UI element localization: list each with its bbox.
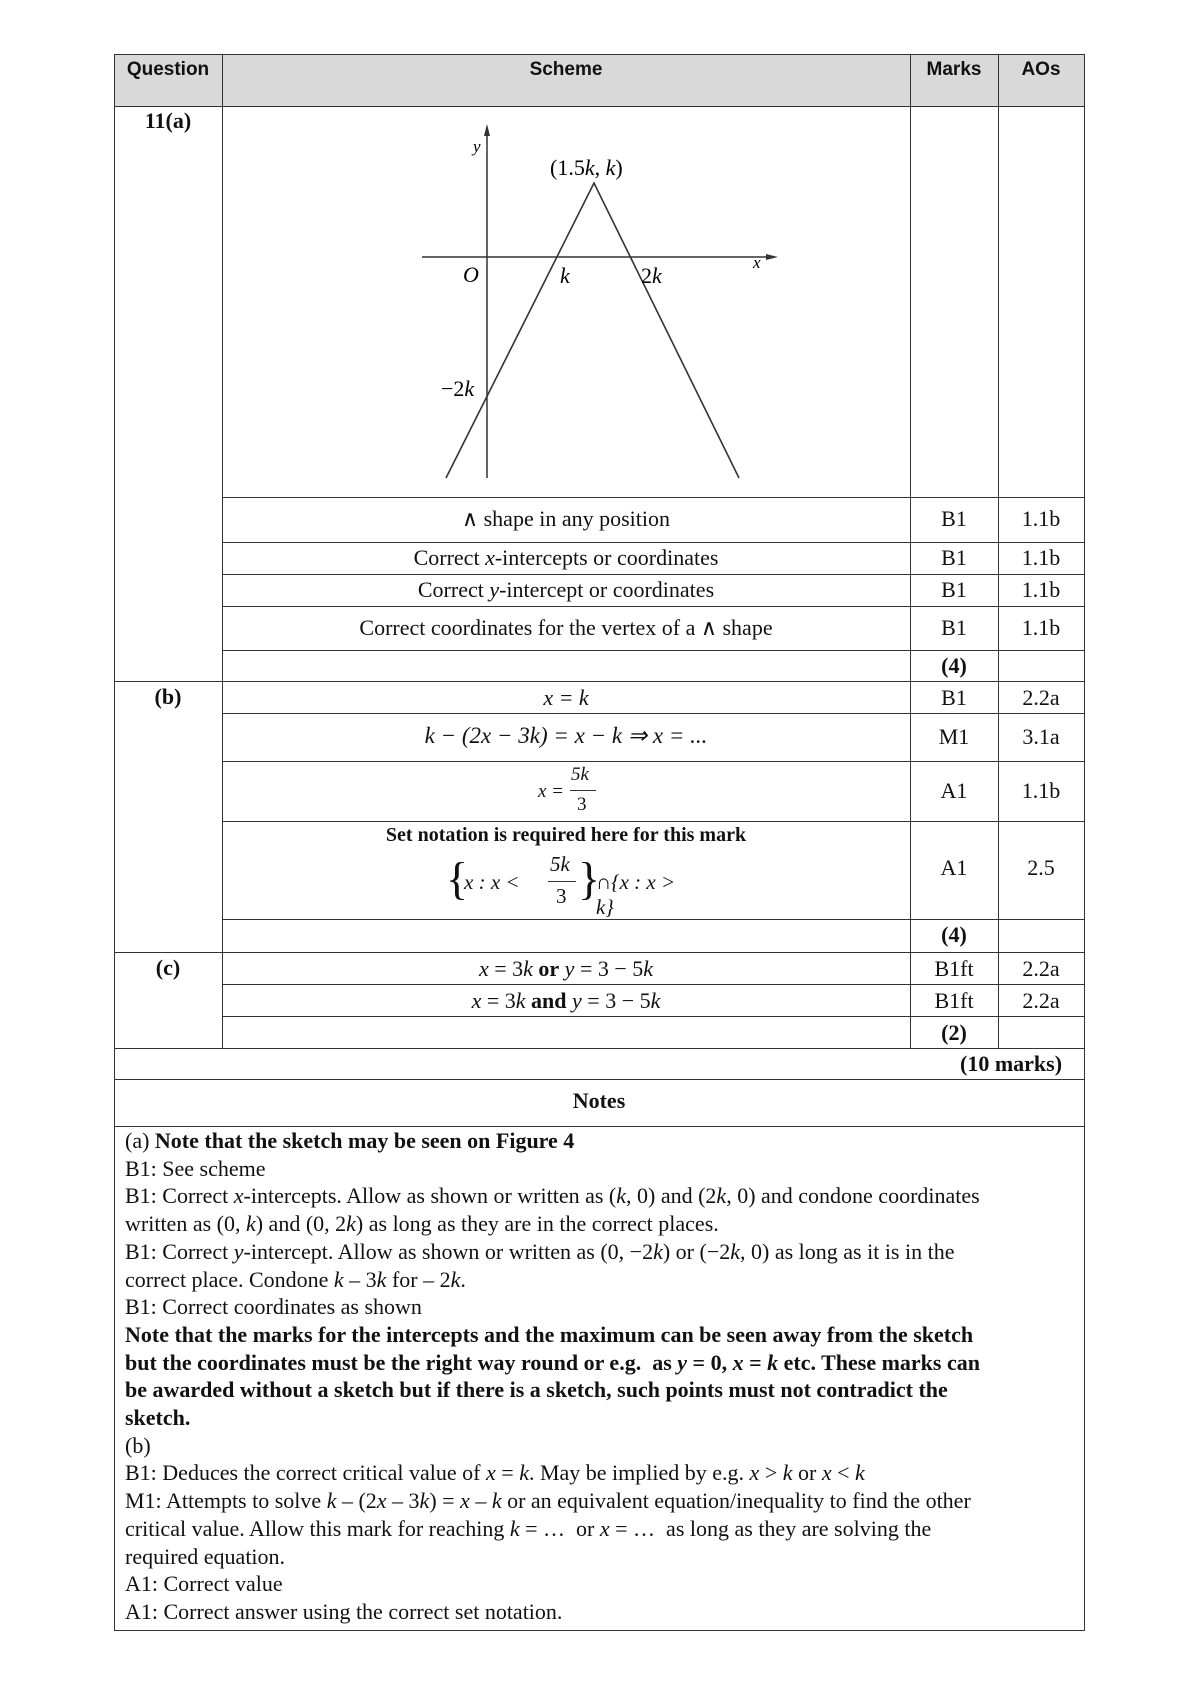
scheme-a2: Correct x-intercepts or coordinates	[413, 545, 719, 570]
mark-b2: M1	[938, 724, 970, 749]
scheme-b2: k − (2x − 3k) = x − k ⇒ x = ...	[424, 723, 708, 748]
mark-a4: B1	[941, 615, 967, 640]
mark-c2: B1ft	[934, 988, 974, 1013]
scheme-c2: x = 3k and y = 3 − 5k	[471, 988, 661, 1013]
header-marks: Marks	[926, 59, 982, 80]
set-frac-num: 5k	[550, 852, 570, 876]
close-brace: }	[578, 853, 601, 904]
note-line: Note that the marks for the intercepts and the maximum can be seen away from the sketch	[125, 1321, 974, 1347]
set-frac-den: 3	[556, 884, 567, 908]
scheme-a4: Correct coordinates for the vertex of a ∧ shape	[359, 615, 773, 640]
question-label-11a: 11(a)	[144, 108, 192, 133]
scheme-a1: ∧ shape in any position	[462, 506, 670, 531]
note-line: A1: Correct value	[125, 1571, 283, 1597]
graph-line	[446, 183, 739, 478]
note-line: (a) Note that the sketch may be seen on Figure 4	[125, 1128, 575, 1153]
x-intercept-2k-label: 2k	[641, 263, 662, 288]
mark-a1: B1	[941, 506, 967, 531]
note-line: B1: See scheme	[125, 1155, 266, 1181]
graph-sketch	[222, 106, 910, 497]
y-axis-label: y	[473, 137, 481, 156]
note-line: B1: Correct coordinates as shown	[125, 1294, 422, 1320]
ao-b3: 1.1b	[1021, 778, 1061, 803]
note-line: critical value. Allow this mark for reaching k = … or x = … as long as they are solving the	[125, 1515, 932, 1541]
ao-a4: 1.1b	[1021, 615, 1061, 640]
ao-b4: 2.5	[1027, 855, 1055, 880]
total-b: (4)	[941, 922, 967, 947]
note-line: written as (0, k) and (0, 2k) as long as they are in the correct places.	[125, 1211, 719, 1237]
scheme-b4	[446, 848, 686, 919]
total-a: (4)	[941, 653, 967, 678]
set-notation-note: Set notation is required here for this mark	[385, 824, 747, 846]
ao-b2: 3.1a	[1022, 724, 1060, 749]
note-line: correct place. Condone k – 3k for – 2k.	[125, 1266, 466, 1292]
mark-b4: A1	[940, 855, 968, 880]
question-label-b: (b)	[154, 684, 182, 709]
header-aos: AOs	[1021, 59, 1061, 80]
x-intercept-k-label: k	[560, 263, 570, 288]
vertex-label: (1.5k, k)	[550, 155, 623, 180]
note-line: (b)	[125, 1432, 151, 1458]
header-scheme: Scheme	[529, 59, 603, 80]
total-c: (2)	[941, 1020, 967, 1045]
x-axis	[422, 254, 778, 260]
set-right: ∩{x : x > k}	[596, 870, 676, 919]
mark-a2: B1	[941, 545, 967, 570]
x-equals: x =	[538, 781, 565, 802]
fraction-numerator: 5k	[571, 764, 589, 785]
mark-b3: A1	[940, 778, 968, 803]
ao-a1: 1.1b	[1021, 506, 1061, 531]
mark-c1: B1ft	[934, 956, 974, 981]
notes-title: Notes	[572, 1088, 626, 1113]
question-label-c: (c)	[155, 955, 181, 980]
ao-a3: 1.1b	[1021, 577, 1061, 602]
y-intercept-label: −2k	[441, 376, 475, 401]
fraction-bar	[570, 790, 596, 791]
note-line: A1: Correct answer using the correct set notation.	[125, 1598, 563, 1624]
ao-b1: 2.2a	[1022, 685, 1060, 710]
x-axis-label: x	[753, 253, 761, 272]
mark-a3: B1	[941, 577, 967, 602]
y-axis	[484, 124, 490, 478]
scheme-a3: Correct y-intercept or coordinates	[417, 577, 715, 602]
scheme-c1: x = 3k or y = 3 − 5k	[478, 956, 654, 981]
note-line: sketch.	[125, 1405, 191, 1431]
open-brace: {	[446, 853, 469, 904]
note-line: B1: Correct x-intercepts. Allow as shown or written as (k, 0) and (2k, 0) and condone coordinates	[125, 1183, 980, 1209]
ao-c2: 2.2a	[1022, 988, 1060, 1013]
fraction-denominator: 3	[577, 794, 587, 815]
note-line: B1: Correct y-intercept. Allow as shown or written as (0, −2k) or (−2k, 0) as long as it is in the	[125, 1238, 955, 1264]
origin-label: O	[463, 262, 479, 287]
notes-body	[125, 1127, 1075, 1626]
note-line: B1: Deduces the correct critical value of x = k. May be implied by e.g. x > k or x < k	[125, 1460, 865, 1486]
note-line: but the coordinates must be the right way round or e.g. as y = 0, x = k etc. These marks can	[125, 1349, 980, 1375]
set-left: x : x <	[464, 870, 520, 894]
note-line: be awarded without a sketch but if there is a sketch, such points must not contradict the	[125, 1377, 948, 1403]
note-line: M1: Attempts to solve k – (2x – 3k) = x – k or an equivalent equation/inequality to find the other	[125, 1488, 971, 1514]
marks-total: (10 marks)	[960, 1051, 1063, 1076]
ao-c1: 2.2a	[1022, 956, 1060, 981]
ao-a2: 1.1b	[1021, 545, 1061, 570]
set-fraction-bar	[548, 881, 576, 882]
scheme-b1: x = k	[543, 685, 589, 710]
mark-b1: B1	[941, 685, 967, 710]
header-question: Question	[126, 59, 210, 80]
scheme-b3	[538, 764, 598, 820]
note-line: required equation.	[125, 1543, 286, 1569]
